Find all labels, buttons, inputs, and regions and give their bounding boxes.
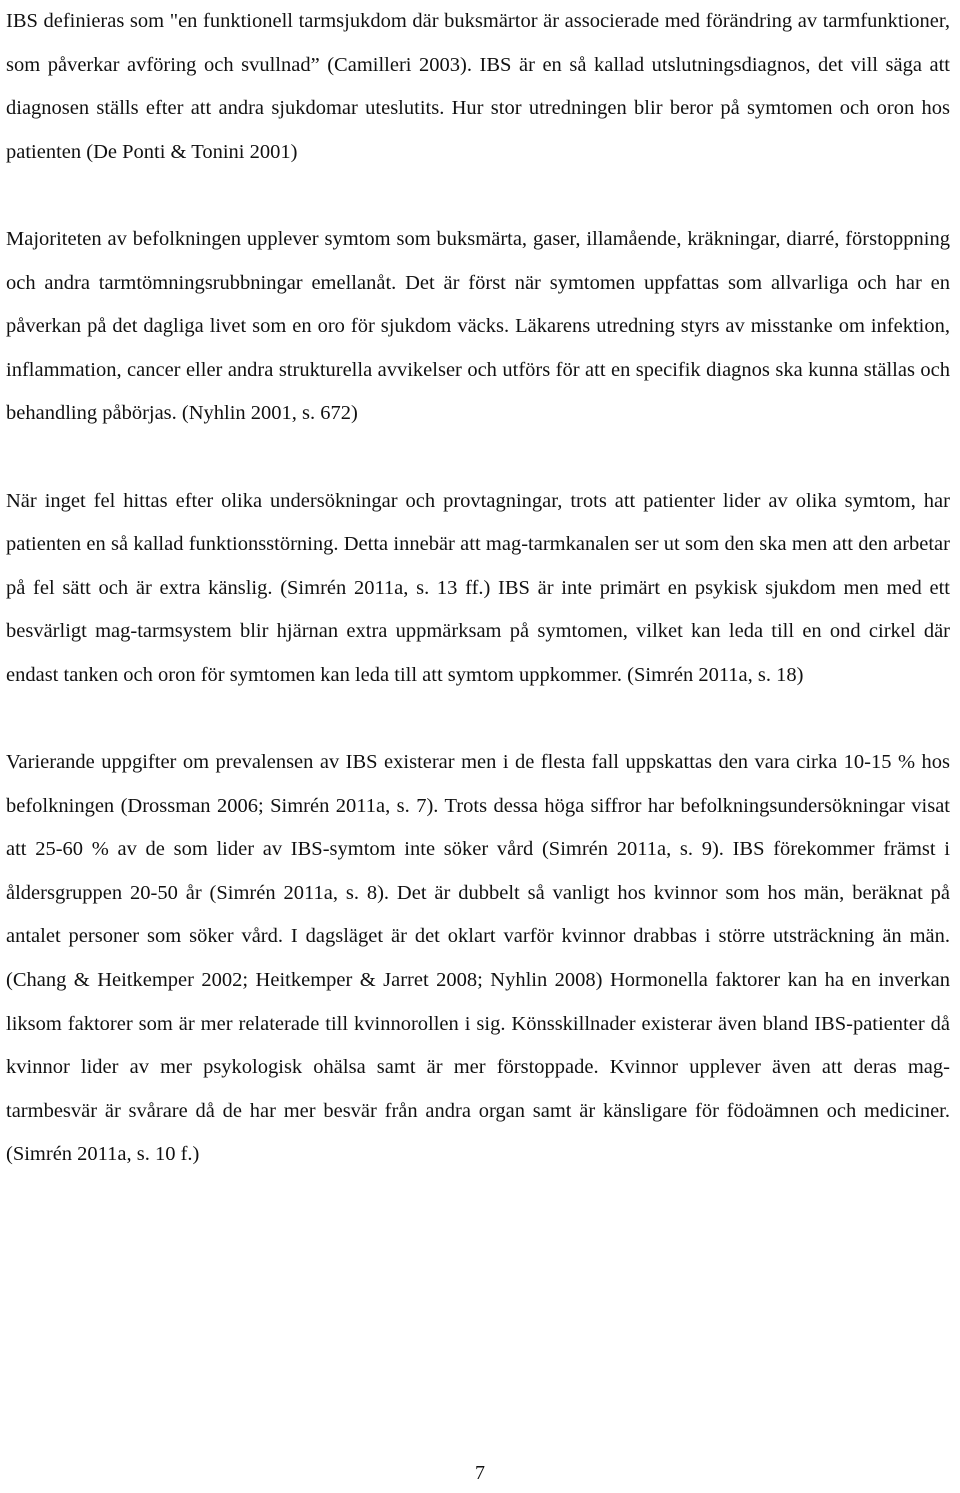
paragraph-spacer xyxy=(6,174,950,218)
paragraph-ibs-definition: IBS definieras som "en funktionell tarmsjukdom där buksmärtor är associerade med förändring av tarmfunktioner, som påverkar avföring och svullnad” (Camilleri 2003). IBS är en så kallad utslutningsdiagnos, det vill säga att diagnosen ställs efter att andra sjukdomar uteslutits. Hur stor utredningen blir beror på symtomen och oron hos patienten (De Ponti & Tonini 2001) xyxy=(6,10,950,163)
page-number: 7 xyxy=(475,1462,485,1484)
document-body xyxy=(6,0,950,1177)
paragraph-functional-disorder: När inget fel hittas efter olika undersökningar och provtagningar, trots att patienter lider av olika symtom, har patienten en så kallad funktionsstörning. Detta innebär att mag-tarmkanalen ser ut som den ska men att den arbetar på fel sätt och är extra känslig. (Simrén 2011a, s. 13 ff.) IBS är inte primärt en psykisk sjukdom men med ett besvärligt mag-tarmsystem blir hjärnan extra uppmärksam på symtomen, vilket kan leda till en ond cirkel där endast tanken och oron för symtomen kan leda till att symtom uppkommer. (Simrén 2011a, s. 18) xyxy=(6,489,950,686)
paragraph-symptoms-population: Majoriteten av befolkningen upplever symtom som buksmärta, gaser, illamående, kräkningar, diarré, förstoppning och andra tarmtömningsrubbningar emellanåt. Det är först när symtomen uppfattas som allvarliga och har en påverkan på det dagliga livet som en oro för sjukdom väcks. Läkarens utredning styrs av misstanke om infektion, inflammation, cancer eller andra strukturella avvikelser och utförs för att en specifik diagnos ska kunna ställas och behandling påbörjas. (Nyhlin 2001, s. 672) xyxy=(6,227,950,425)
paragraph-spacer xyxy=(6,698,950,742)
paragraph-spacer xyxy=(6,436,950,480)
paragraph-prevalence: Varierande uppgifter om prevalensen av IBS existerar men i de flesta fall uppskattas den vara cirka 10-15 % hos befolkningen (Drossman 2006; Simrén 2011a, s. 7). Trots dessa höga siffror har befolkningsundersökningar visat att 25-60 % av de som lider av IBS-symtom inte söker vård (Simrén 2011a, s. 9). IBS förekommer främst i åldersgruppen 20-50 år (Simrén 2011a, s. 8). Det är dubbelt så vanligt hos kvinnor som hos män, beräknat på antalet personer som söker vård. I dagsläget är det oklart varför kvinnor drabbas i större utsträckning än män. (Chang & Heitkemper 2002; Heitkemper & Jarret 2008; Nyhlin 2008) Hormonella faktorer kan ha en inverkan liksom faktorer som är mer relaterade till kvinnorollen i sig. Könsskillnader existerar även bland IBS-patienter då kvinnor lider av mer psykologisk ohälsa samt är mer förstoppade. Kvinnor upplever även att deras mag-tarmbesvär är svårare då de har mer besvär från andra organ samt är känsligare för födoämnen och mediciner. (Simrén 2011a, s. 10 f.) xyxy=(6,751,950,1166)
